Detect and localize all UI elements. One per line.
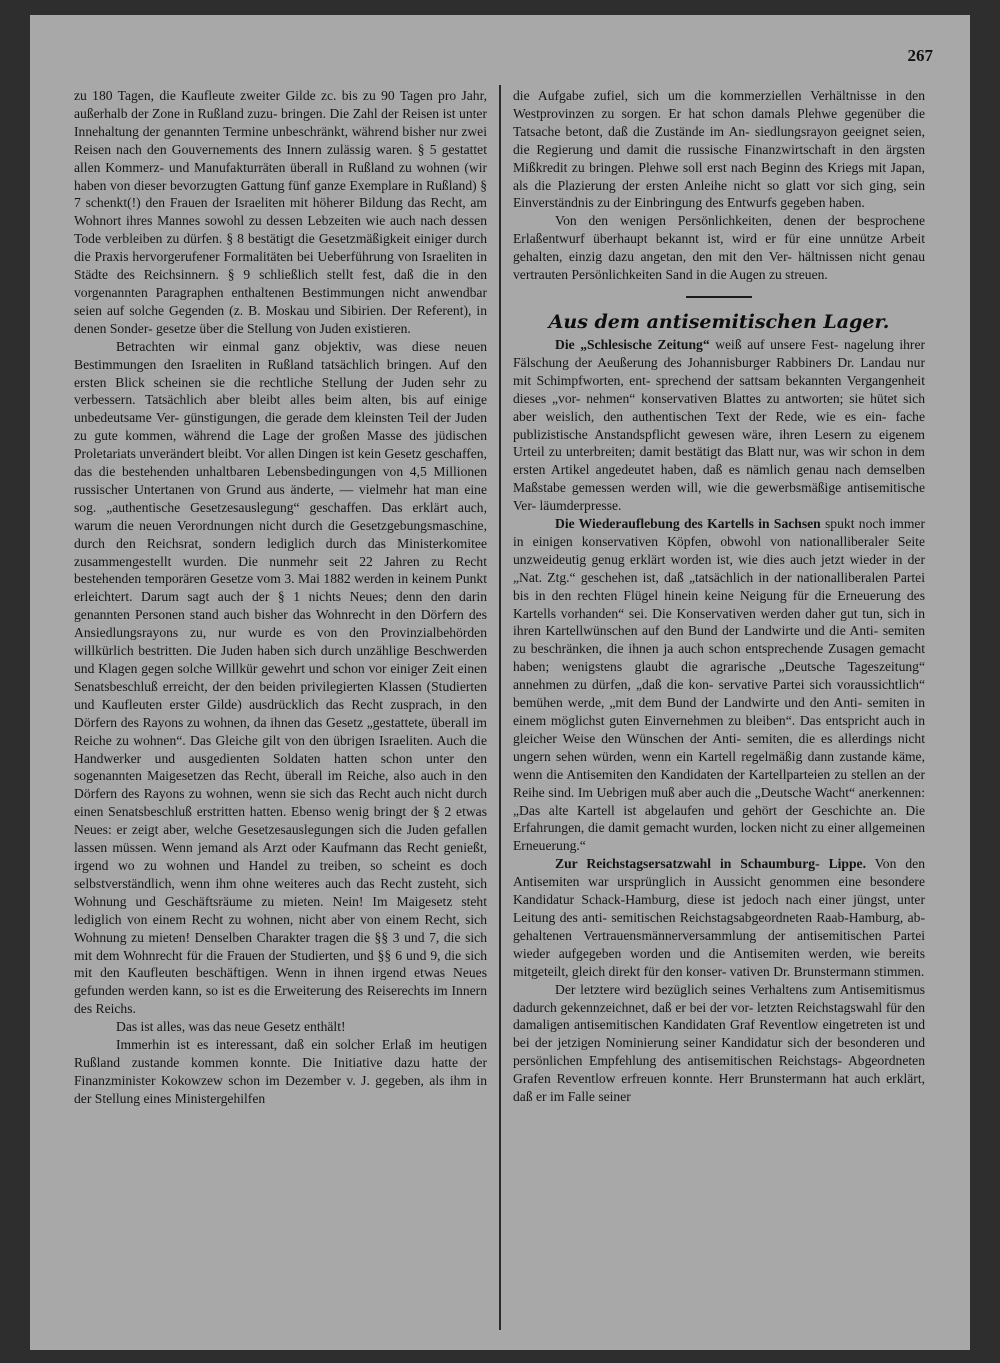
- paragraph: Der letztere wird bezüglich seines Verhaltens zum Antisemitismus dadurch gekennzeichnet, daß er bei der vor- letzten Reichstagswahl für den damaligen antisemitischen Kandidaten Graf Reventlow eingetreten ist und bei der jetzigen Nominierung seiner Kandidatur sich der besonderen und persönlichen Empfehlung des antisemitischen Reichstags- Abgeordneten Grafen Reventlow erfreuen konnte. Herr Brunstermann hat auch erklärt, daß er im Falle seiner: [513, 981, 925, 1105]
- column-divider: [499, 85, 501, 1330]
- paragraph: Von den wenigen Persönlichkeiten, denen der besprochene Erlaßentwurf überhaupt bekannt ist, wird er für eine unnütze Arbeit gehalten, einzig dazu angetan, den mit den Ver- hältnissen nicht genau vertrauten Persönlichkeiten Sand in die Augen zu streuen.: [513, 213, 925, 283]
- article-paragraph: [513, 336, 925, 515]
- paragraph: Das ist alles, was das neue Gesetz enthält!: [116, 1019, 346, 1035]
- article-lead: Zur Reichstagsersatzwahl in Schaumburg- Lippe.: [555, 856, 866, 872]
- paragraph: Immerhin ist es interessant, daß ein solcher Erlaß im heutigen Rußland zustande kommen konnte. Die Initiative dazu hatte der Finanzminister Kokowzew schon im Dezember v. J. gegeben, als ihm in der Stellung eines Ministergehilfen: [74, 1037, 487, 1106]
- article-lead: Die „Schlesische Zeitung“: [555, 336, 710, 352]
- paragraph: die Aufgabe zufiel, sich um die kommerziellen Verhältnisse in den Westprovinzen zu sorgen. Er hat schon damals Plehwe gegenüber die Tatsache betont, daß die Zustände im An- siedlungsrayon geeignet seien, die Regierung und damit die russische Finanzwirtschaft in den ärgsten Mißkredit zu bringen. Plehwe soll erst nach Beginn des Kriegs mit Japan, als die Plazierung der ersten Anleihe nicht so glatt vor sich ging, sein Einverständnis zu der Einbringung des Entwurfs gegeben haben.: [513, 88, 925, 211]
- article-paragraph: [513, 855, 925, 980]
- article-text: spukt noch immer in einigen konservativen Köpfen, obwohl von nationalliberaler Seite unzweideutig genug erklärt worden ist, wie dies auch jetzt wieder in der „Nat. Ztg.“ geschehen ist, daß „tatsächlich in der nationalliberalen Partei bis in den rechten Flügel hinein keine Neigung für die Erneuerung des Kartells vorhanden“ sei. Die Konservativen werden daher gut tun, sich in ihren Kartellwünschen auf den Bund der Landwirte und die Anti- semiten zu beschränken, die ihnen ja auch schon entsprechende Zusagen gemacht haben; wenigstens glaubt die agrarische „Deutsche Tageszeitung“ annehmen zu dürfen, „daß die kon- servative Partei sich voraussichtlich“ bemühen werde, „mit dem Bund der Landwirte und den Anti- semiten in einem möglichst guten Einvernehmen zu bleiben“. Das entspricht auch in gleicher Weise den Wünschen der Anti- semiten, die es allerdings nicht ungern sehen würden, wenn ein Kartell regelmäßig dann zustande käme, wenn die Antisemiten den Kandidaten der Kartellparteien zu stellen an der Reihe sind. Im Uebrigen muß aber auch die „Deutsche Wacht“ anerkennen: „Das alte Kartell ist abgelaufen und gehört der Geschichte an. Die Erfahrungen, die damit gemacht wurden, locken nicht zu einer allgemeinen Erneuerung.“: [513, 516, 925, 854]
- section-rule: [686, 296, 752, 298]
- right-column: [513, 87, 925, 1106]
- paragraph: zu 180 Tagen, die Kaufleute zweiter Gilde zc. bis zu 90 Tagen pro Jahr, außerhalb der Zone in Rußland zuzu- bringen. Die Zahl der Reisen ist unter Innehaltung der genannten Termine unbeschränkt, während bisher nur zwei Reisen nach den Gouvernements des Innern zulässig waren. § 5 gestattet allen Kommerz- und Manufakturräten überall in Rußland zu wohnen (wir haben von dieser bevorzugten Gattung fünf ganze Exemplare in Rußland) § 7 schenkt(!) den Frauen der Israeliten mit höherer Bildung das Recht, am Wohnort ihres Mannes sowohl zu dessen Lebzeiten wie auch nach dessen Tode verbleiben zu dürfen. § 8 bestätigt die Gesetzmäßigkeit einiger durch die Praxis hervorgerufener Formalitäten bei Ueberführung von Israeliten in Städte des Reichsinnern. § 9 schließlich stellt fest, daß die in den vorgenannten Paragraphen enthaltenen Bestimmungen nicht anwendbar seien auf solche Gegenden (z. B. Moskau und Sibirien. Der Referent), in denen Sonder- gesetze über die Stellung von Juden existieren.: [74, 88, 487, 336]
- article-text: Von den Antisemiten war ursprünglich in Aussicht genommen eine besondere Kandidatur Schack-Hamburg, diese ist jedoch nach einer jüngst, unter Leitung des anti- semitischen Reichstagsabgeordneten Raab-Hamburg, ab- gehaltenen Vertrauensmännerversammlung der antisemitischen Partei wieder aufgegeben worden und die Antisemiten werden, wie bereits mitgeteilt, gleich direkt für den konser- vativen Dr. Brunstermann stimmen.: [513, 856, 925, 979]
- article-lead: Die Wiederauflebung des Kartells in Sachsen: [555, 516, 821, 532]
- left-column: [74, 87, 487, 1108]
- article-text: weiß auf unsere Fest- nagelung ihrer Fälschung der Aeußerung des Johannisburger Rabbiners Dr. Landau nur mit Schimpfworten, ent- sprechend der sattsam bekannten Vergangenheit dieses „vor- nehmen“ konservativen Blattes zu antworten; sie hütet sich aber weislich, den authentischen Text der Rede, wie es ein- fache publizistische Anstandspflicht gewesen wäre, ihren Lesern zu eigenem Urteil zu unterbreiten; damit bestätigt das Blatt nur, was wir schon in dem ersten Artikel angedeutet haben, daß es nämlich genau nach demselben Maßstabe gemessen werden will, wie die gewerbsmäßige antisemitische Ver- läumderpresse.: [513, 336, 925, 514]
- paragraph: Betrachten wir einmal ganz objektiv, was diese neuen Bestimmungen den Israeliten in Rußland tatsächlich bringen. Auf den ersten Blick scheinen sie die rechtliche Stellung der Juden sehr zu verbessern. Tatsächlich aber bleibt alles beim alten, bis auf einige unbedeutsame Ver- günstigungen, die gerade dem kleinsten Teil der Juden zu gute kommen, während die Lage der großen Masse des jüdischen Proletariats unverändert bleibt. Vor allen Dingen ist kein Gesetz geschaffen, das die bestehenden unhaltbaren Lebensbedingungen von 4,5 Millionen russischer Untertanen von Grund aus änderte, — vielmehr hat man eine sog. „authentische Gesetzesauslegung“ geschaffen. Das erklärt auch, warum die neuen Verordnungen nicht durch die Gesetzgebungsmaschine, durch den Reichsrat, sondern lediglich durch das Ministerkomitee zusammengestellt wurden. Die nunmehr seit 22 Jahren zu Recht bestehenden temporären Gesetze vom 3. Mai 1882 werden in keinem Punkt erleichtert. Darum sagt auch der § 1 nichts Neues; denn den darin genannten Personen stand auch bisher das Wohnrecht in den Dörfern des Ansiedlungsrayons zu, nur wurde es von den Provinzialbehörden willkürlich bestritten. Die Juden haben sich durch unzählige Beschwerden und Klagen gegen solche Willkür gewehrt und schon vor einiger Zeit einen Senatsbeschluß erreicht, der den beiden privilegierten Klassen (Studierten und Kaufleuten erster Gilde) ausdrücklich das Recht zusprach, in den Dörfern des Rayons zu wohnen, da ihnen das Gesetz „gestattete, überall im Reiche zu wohnen“. Das Gleiche gilt von den übrigen Israeliten. Auch die Handwerker und ausgedienten Soldaten hatten schon unter den sogenannten Maigesetzen das Recht, überall im Reiche, also auch in den Dörfern des Rayons zu wohnen, wenn sie sich das Recht auch nicht durch einen Senatsbeschluß erstritten hatten. Ebenso wenig bringt der § 2 etwas Neues: er zeigt aber, welche Gesetzesauslegungen sich die Juden gefallen lassen müssen. Wenn jemand als Arzt oder Kaufmann das Recht genießt, irgend wo zu wohnen und Handel zu treiben, so scheint es doch selbstverständlich, wenn ihm ohne weiteres auch das Recht zusteht, sich Wohnung und Geschäftsräume zu mieten. Nein! Im Maigesetz steht lediglich von einem Recht zu wohnen, nicht aber von einem Recht, sich Wohnung zu mieten! Denselben Charakter tragen die §§ 3 und 7, die sich mit dem Wohnrecht für die Frauen der Studierten, und §§ 6 und 9, die sich mit den Kaufleuten beschäftigen. Wenn in ihnen irgend etwas Neues gefunden werden kann, so ist es die Erweiterung des Reiserechts im Innern des Reichs.: [74, 338, 487, 1017]
- section-title: Aus dem antisemitischen Lager.: [548, 310, 890, 333]
- page-number: 267: [907, 46, 933, 65]
- article-paragraph: [513, 515, 925, 855]
